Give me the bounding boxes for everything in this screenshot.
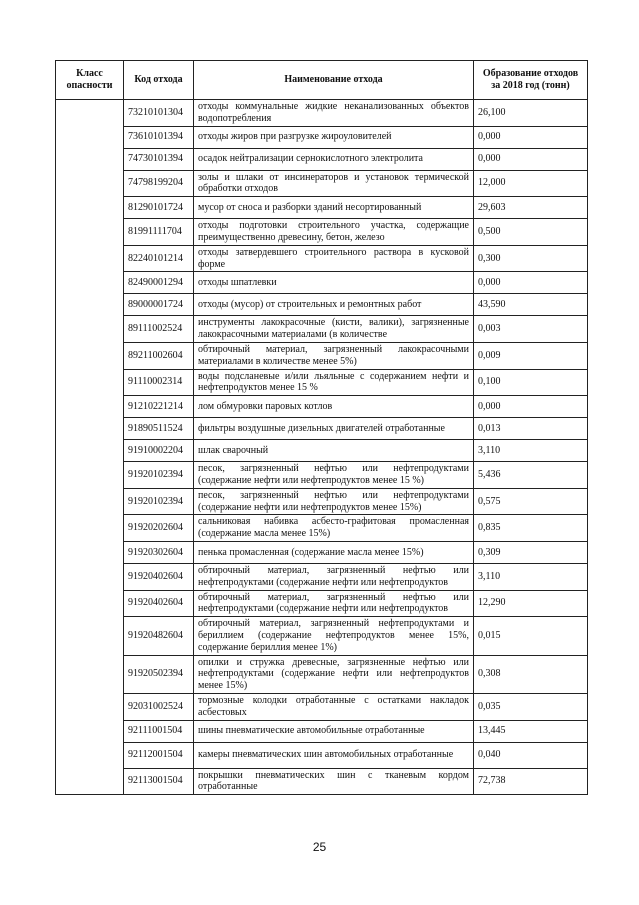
waste-code-cell: 74730101394 (124, 148, 194, 170)
waste-code-cell: 81991111704 (124, 219, 194, 246)
table-row (56, 219, 588, 246)
table-row (56, 768, 588, 795)
waste-name-cell: отходы затвердевшего строительного раствора в кусковой форме (194, 245, 474, 272)
waste-amount-cell: 0,575 (474, 488, 588, 515)
waste-amount-cell: 0,835 (474, 515, 588, 542)
waste-name-cell: песок, загрязненный нефтью или нефтепродуктами (содержание нефти или нефтепродуктов менее 15%) (194, 488, 474, 515)
table-row (56, 100, 588, 127)
header-waste-amount: Образование отходов за 2018 год (тонн) (474, 61, 588, 100)
waste-code-cell: 91920102394 (124, 488, 194, 515)
waste-name-cell: обтирочный материал, загрязненный нефтью или нефтепродуктами (содержание нефти или нефтепродуктов (194, 563, 474, 590)
waste-code-cell: 81290101724 (124, 197, 194, 219)
table-row (56, 515, 588, 542)
table-body (56, 100, 588, 795)
table-row (56, 590, 588, 617)
table-row (56, 126, 588, 148)
waste-name-cell: отходы шпатлевки (194, 272, 474, 294)
header-waste-name: Наименование отхода (194, 61, 474, 100)
waste-code-cell: 82490001294 (124, 272, 194, 294)
waste-name-cell: отходы (мусор) от строительных и ремонтных работ (194, 294, 474, 316)
waste-amount-cell: 29,603 (474, 197, 588, 219)
hazard-class-cell (56, 100, 124, 795)
table-row (56, 720, 588, 742)
waste-code-cell: 92111001504 (124, 720, 194, 742)
page-number: 25 (312, 840, 327, 854)
table-row (56, 294, 588, 316)
waste-name-cell: обтирочный материал, загрязненный нефтью или нефтепродуктами (содержание нефти или нефтепродуктов (194, 590, 474, 617)
waste-amount-cell: 43,590 (474, 294, 588, 316)
waste-name-cell: тормозные колодки отработанные с остатками накладок асбестовых (194, 693, 474, 720)
waste-code-cell: 91890511524 (124, 418, 194, 440)
table-row (56, 440, 588, 462)
waste-name-cell: фильтры воздушные дизельных двигателей отработанные (194, 418, 474, 440)
table-row (56, 170, 588, 197)
table-row (56, 693, 588, 720)
waste-code-cell: 89211002604 (124, 342, 194, 369)
waste-amount-cell: 0,000 (474, 126, 588, 148)
waste-name-cell: пенька промасленная (содержание масла менее 15%) (194, 541, 474, 563)
waste-amount-cell: 0,040 (474, 742, 588, 768)
waste-name-cell: инструменты лакокрасочные (кисти, валики), загрязненные лакокрасочными материалами (в количестве (194, 316, 474, 343)
waste-name-cell: шлак сварочный (194, 440, 474, 462)
waste-code-cell: 92112001504 (124, 742, 194, 768)
waste-code-cell: 91920502394 (124, 655, 194, 693)
waste-amount-cell: 0,013 (474, 418, 588, 440)
waste-code-cell: 89111002524 (124, 316, 194, 343)
waste-code-cell: 91910002204 (124, 440, 194, 462)
table-row (56, 369, 588, 396)
waste-name-cell: лом обмуровки паровых котлов (194, 396, 474, 418)
header-waste-code: Код отхода (124, 61, 194, 100)
table-row (56, 563, 588, 590)
waste-code-cell: 91210221214 (124, 396, 194, 418)
waste-amount-cell: 0,000 (474, 396, 588, 418)
waste-name-cell: отходы коммунальные жидкие неканализованных объектов водопотребления (194, 100, 474, 127)
waste-amount-cell: 3,110 (474, 440, 588, 462)
table-row (56, 541, 588, 563)
waste-code-cell: 91110002314 (124, 369, 194, 396)
waste-name-cell: покрышки пневматических шин с тканевым кордом отработанные (194, 768, 474, 795)
waste-amount-cell: 0,009 (474, 342, 588, 369)
waste-code-cell: 91920302604 (124, 541, 194, 563)
waste-name-cell: осадок нейтрализации сернокислотного электролита (194, 148, 474, 170)
waste-code-cell: 91920402604 (124, 590, 194, 617)
waste-table-container (55, 60, 587, 795)
waste-name-cell: обтирочный материал, загрязненный лакокрасочными материалами в количестве менее 5%) (194, 342, 474, 369)
waste-code-cell: 91920482604 (124, 617, 194, 655)
waste-code-cell: 92113001504 (124, 768, 194, 795)
waste-amount-cell: 13,445 (474, 720, 588, 742)
waste-name-cell: воды подсланевые и/или льяльные с содержанием нефти и нефтепродуктов менее 15 % (194, 369, 474, 396)
waste-code-cell: 91920202604 (124, 515, 194, 542)
table-row (56, 418, 588, 440)
waste-name-cell: отходы подготовки строительного участка, содержащие преимущественно древесину, бетон, железо (194, 219, 474, 246)
waste-amount-cell: 3,110 (474, 563, 588, 590)
waste-amount-cell: 12,000 (474, 170, 588, 197)
waste-code-cell: 73610101394 (124, 126, 194, 148)
waste-code-cell: 89000001724 (124, 294, 194, 316)
waste-amount-cell: 26,100 (474, 100, 588, 127)
waste-name-cell: сальниковая набивка асбесто-графитовая промасленная (содержание масла менее 15%) (194, 515, 474, 542)
waste-code-cell: 82240101214 (124, 245, 194, 272)
waste-code-cell: 91920402604 (124, 563, 194, 590)
waste-name-cell: камеры пневматических шин автомобильных отработанные (194, 742, 474, 768)
waste-amount-cell: 0,003 (474, 316, 588, 343)
waste-amount-cell: 0,309 (474, 541, 588, 563)
waste-amount-cell: 5,436 (474, 462, 588, 489)
waste-name-cell: шины пневматические автомобильные отработанные (194, 720, 474, 742)
waste-amount-cell: 0,300 (474, 245, 588, 272)
waste-amount-cell: 0,000 (474, 272, 588, 294)
waste-name-cell: песок, загрязненный нефтью или нефтепродуктами (содержание нефти или нефтепродуктов менее 15 %) (194, 462, 474, 489)
table-row (56, 396, 588, 418)
waste-name-cell: отходы жиров при разгрузке жироуловителей (194, 126, 474, 148)
waste-amount-cell: 0,100 (474, 369, 588, 396)
header-hazard-class: Класс опасности (56, 61, 124, 100)
table-row (56, 742, 588, 768)
waste-amount-cell: 0,015 (474, 617, 588, 655)
table-row (56, 148, 588, 170)
table-row (56, 488, 588, 515)
waste-code-cell: 91920102394 (124, 462, 194, 489)
table-row (56, 462, 588, 489)
table-row (56, 245, 588, 272)
waste-amount-cell: 12,290 (474, 590, 588, 617)
table-row (56, 655, 588, 693)
waste-code-cell: 74798199204 (124, 170, 194, 197)
waste-name-cell: обтирочный материал, загрязненный нефтепродуктами и бериллием (содержание нефтепродуктов менее 15%, содержание бериллия менее 1%) (194, 617, 474, 655)
waste-name-cell: золы и шлаки от инсинераторов и установок термической обработки отходов (194, 170, 474, 197)
waste-amount-cell: 0,308 (474, 655, 588, 693)
waste-table (55, 60, 588, 795)
table-row (56, 197, 588, 219)
table-header-row (56, 61, 588, 100)
waste-amount-cell: 72,738 (474, 768, 588, 795)
waste-amount-cell: 0,035 (474, 693, 588, 720)
waste-name-cell: опилки и стружка древесные, загрязненные нефтью или нефтепродуктами (содержание нефти или нефтепродуктов менее 15%) (194, 655, 474, 693)
waste-code-cell: 73210101304 (124, 100, 194, 127)
table-row (56, 342, 588, 369)
table-row (56, 316, 588, 343)
table-row (56, 617, 588, 655)
waste-amount-cell: 0,000 (474, 148, 588, 170)
waste-name-cell: мусор от сноса и разборки зданий несортированный (194, 197, 474, 219)
waste-amount-cell: 0,500 (474, 219, 588, 246)
waste-code-cell: 92031002524 (124, 693, 194, 720)
table-row (56, 272, 588, 294)
